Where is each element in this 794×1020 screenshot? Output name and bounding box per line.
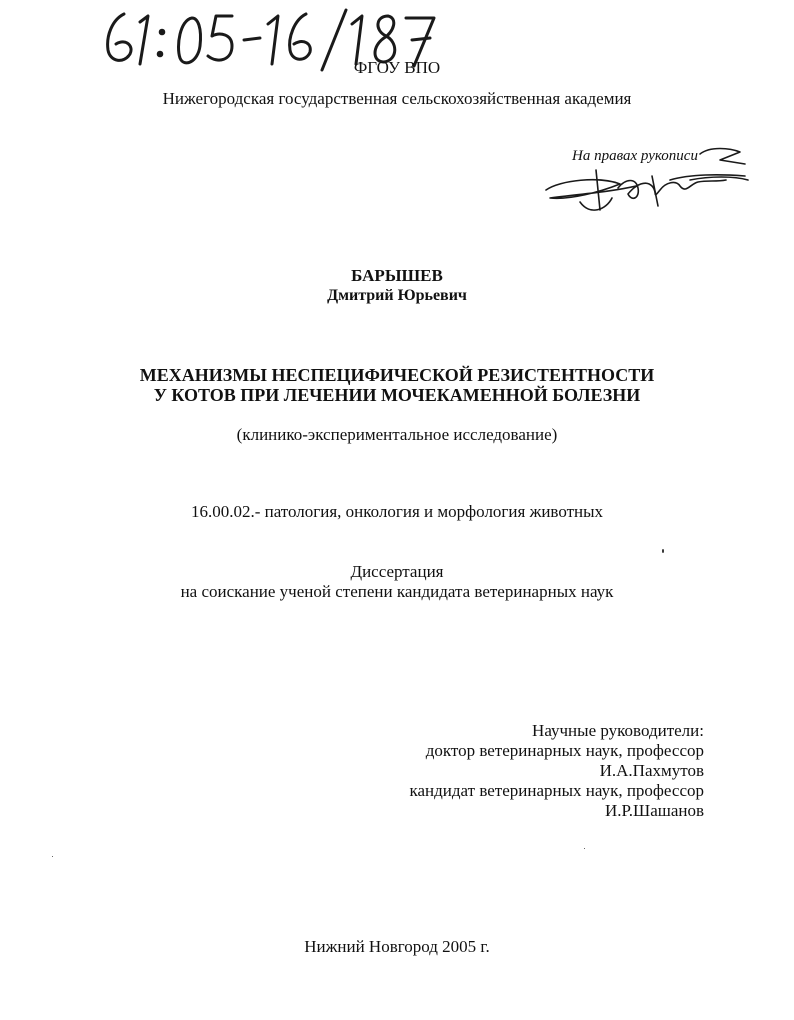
title-line-2: У КОТОВ ПРИ ЛЕЧЕНИИ МОЧЕКАМЕННОЙ БОЛЕЗНИ <box>153 385 641 405</box>
organization-short: ФГОУ ВПО <box>353 58 441 77</box>
manuscript-mark: На правах рукописи <box>572 148 698 164</box>
dissertation-label: Диссертация <box>350 562 444 581</box>
place-and-year: Нижний Новгород 2005 г. <box>304 937 490 956</box>
supervisors-heading: Научные руководители: <box>532 721 704 740</box>
supervisor-1-title: доктор ветеринарных наук, профессор <box>425 741 704 760</box>
scan-speck <box>584 848 585 849</box>
author-surname: БАРЫШЕВ <box>351 266 443 285</box>
title-line-1: МЕХАНИЗМЫ НЕСПЕЦИФИЧЕСКОЙ РЕЗИСТЕНТНОСТИ <box>139 365 655 385</box>
signature <box>540 140 755 220</box>
specialty-code: 16.00.02.- патология, онкология и морфология животных <box>190 502 604 521</box>
author-given-names: Дмитрий Юрьевич <box>327 287 467 304</box>
scan-speck <box>662 549 664 553</box>
organization-full: Нижегородская государственная сельскохозяйственная академия <box>162 89 632 108</box>
scan-speck <box>52 856 53 857</box>
dissertation-degree: на соискание ученой степени кандидата ветеринарных наук <box>180 582 614 601</box>
supervisor-2-title: кандидат ветеринарных наук, профессор <box>409 781 704 800</box>
supervisor-2-name: И.Р.Шашанов <box>604 801 704 820</box>
title-subtitle: (клинико-экспериментальное исследование) <box>236 425 558 444</box>
supervisor-1-name: И.А.Пахмутов <box>599 761 704 780</box>
